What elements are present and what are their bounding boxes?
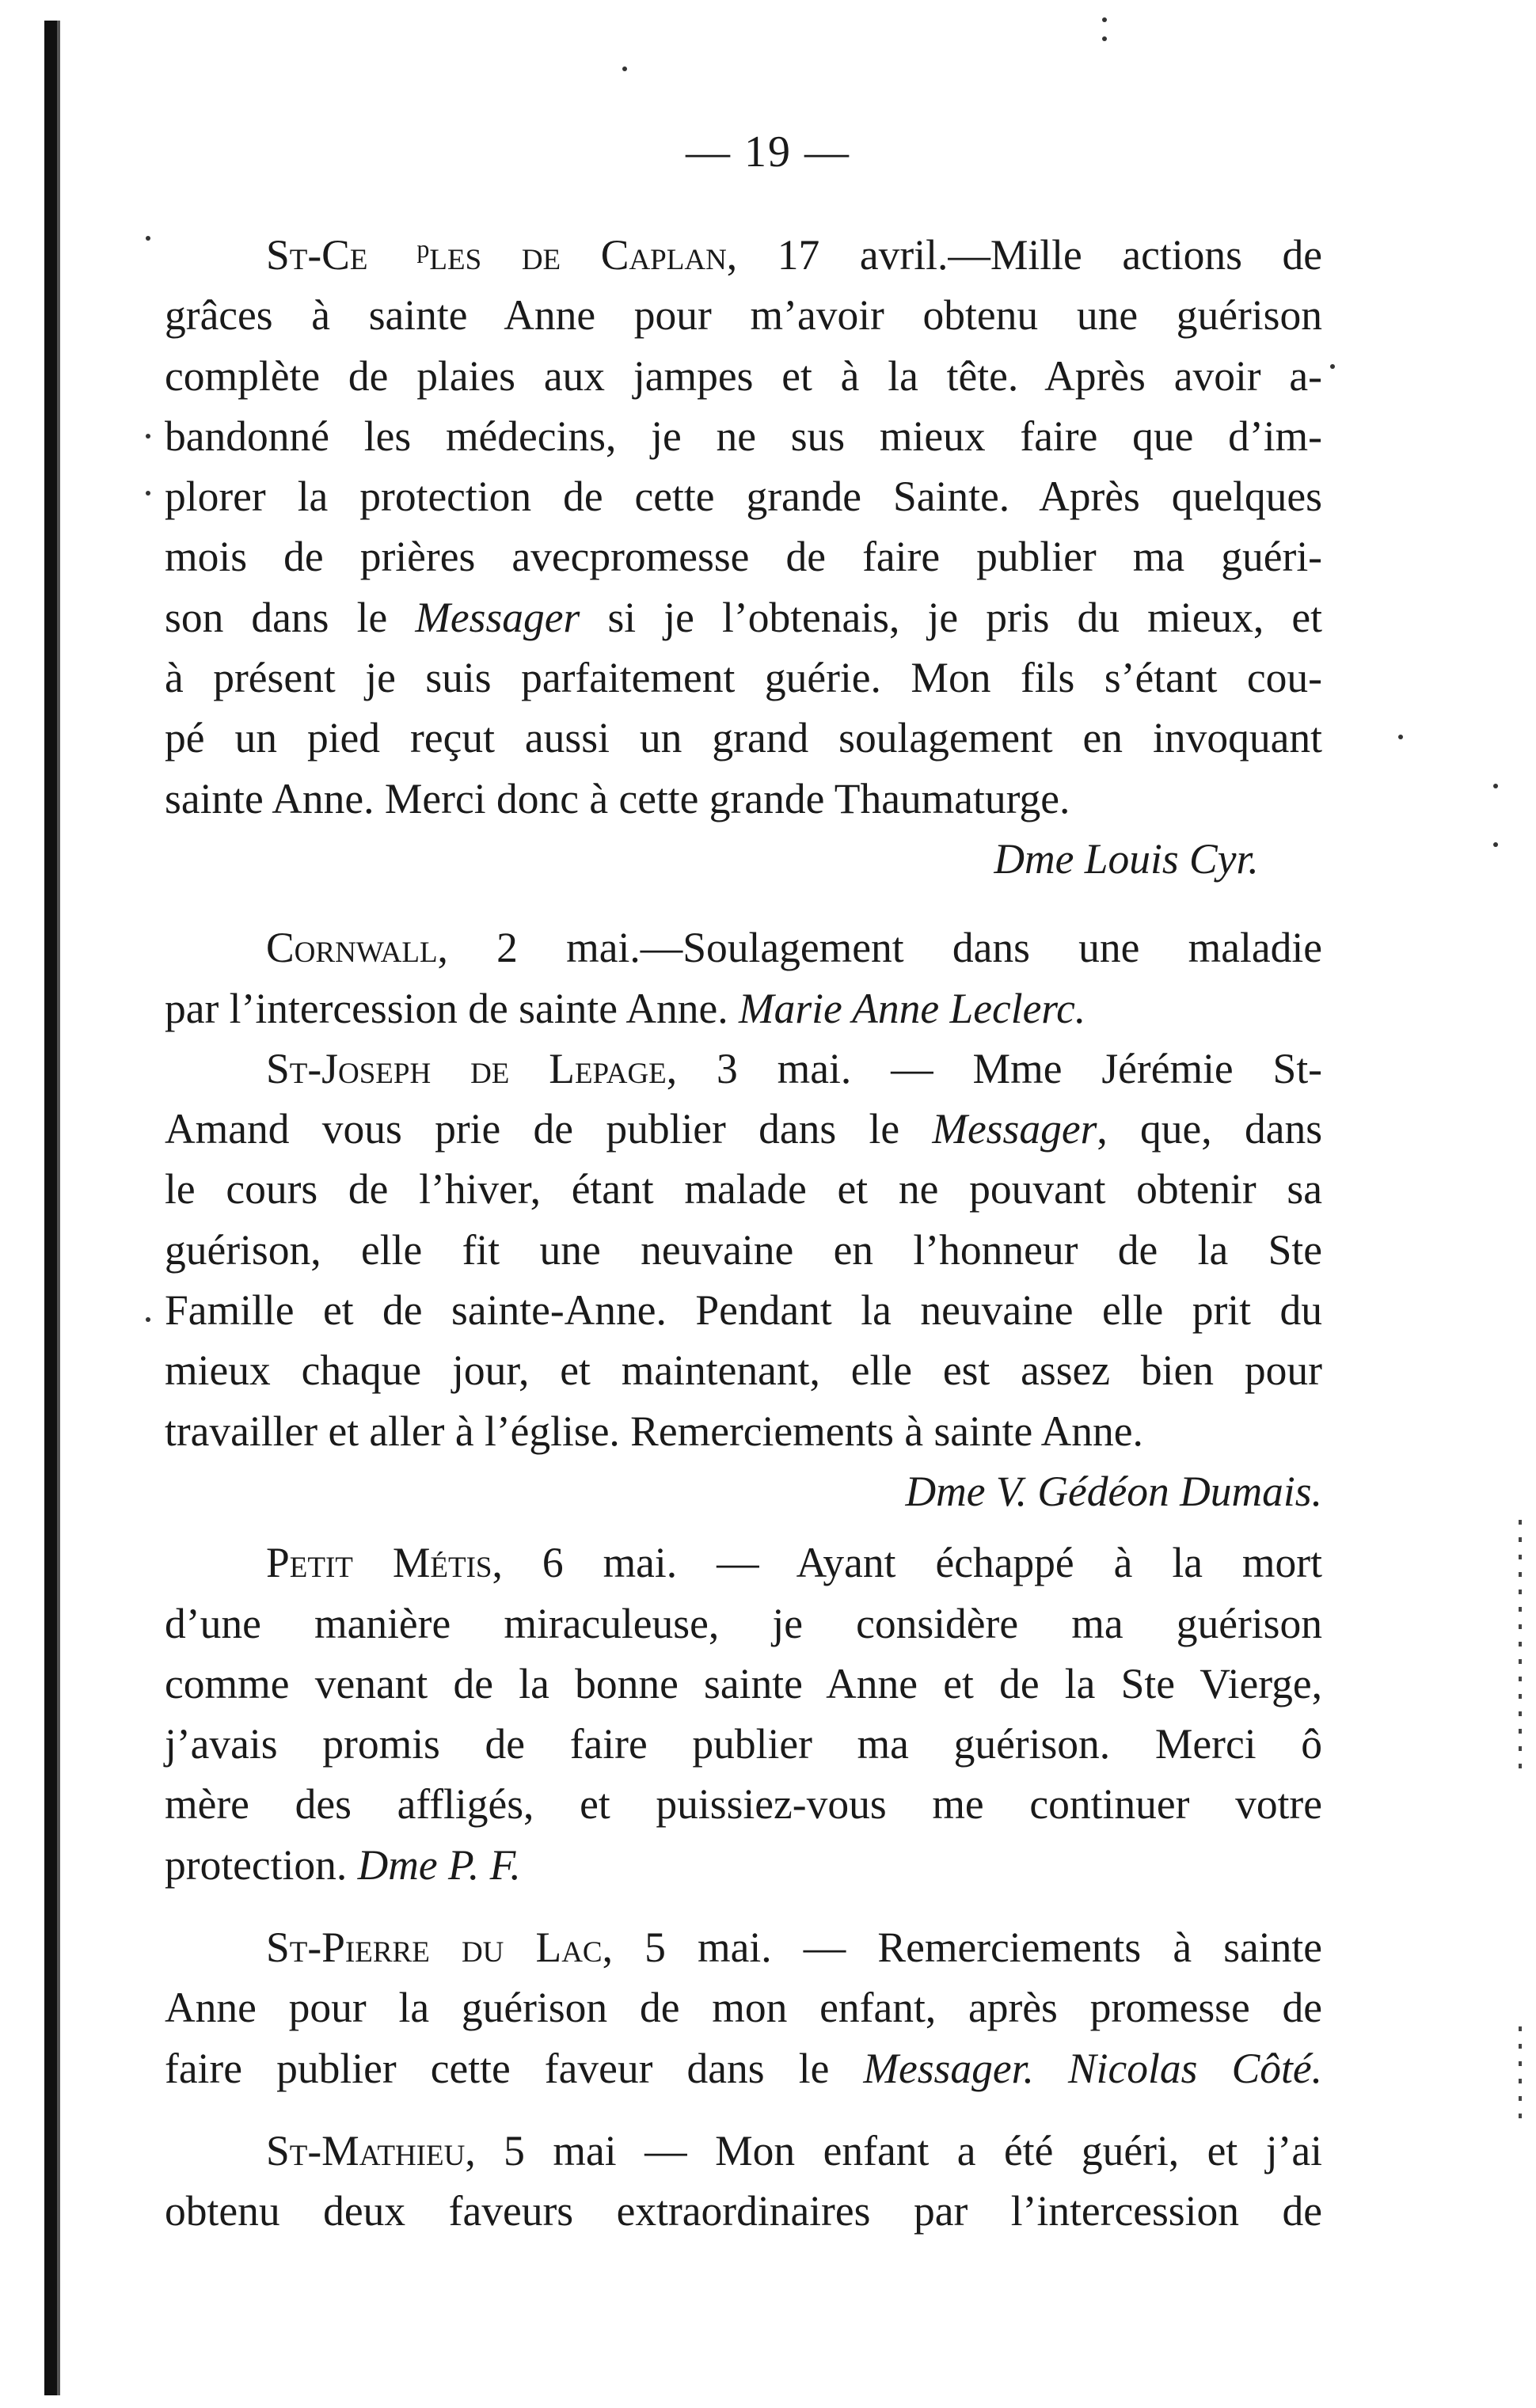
publication-title: Messager [932, 1105, 1097, 1153]
paragraph-gap [165, 1895, 1322, 1917]
ink-speck [1493, 842, 1498, 847]
place-name: St-Pierre du Lac, [266, 1924, 613, 1972]
page-number: — 19 — [686, 127, 850, 177]
publication-title: Messager. [863, 2044, 1034, 2092]
ink-speck [1493, 784, 1498, 788]
text-line: St-Ce ᵖles de Caplan, 17 avril.—Mille actions de [266, 231, 1323, 279]
ink-speck [146, 1317, 150, 1322]
text-line: St-Pierre du Lac, 5 mai. — Remerciements à sainte [266, 1924, 1323, 1972]
ink-speck [146, 491, 150, 496]
ink-speck [1330, 364, 1335, 369]
text-line: son dans le Messager si je l’obtenais, je pris du mieux, et [165, 593, 1322, 641]
text-line: pé un pied reçut aussi un grand soulagement en invoquant [165, 714, 1322, 762]
page-body [165, 225, 1322, 2242]
text-line: Anne pour la guérison de mon enfant, après promesse de [165, 1984, 1322, 2032]
text-line: complète de plaies aux jampes et à la tête. Après avoir a- [165, 351, 1322, 400]
margin-dots [1519, 1520, 1522, 1773]
text-line: obtenu deux faveurs extraordinaires par l’intercession de [165, 2187, 1322, 2235]
paragraph-gap [165, 889, 1322, 917]
ink-speck [146, 236, 150, 241]
ink-speck [1398, 735, 1403, 739]
text-line: Famille et de sainte-Anne. Pendant la neuvaine elle prit du [165, 1286, 1322, 1335]
paragraph-st-charles [165, 225, 1322, 889]
text-line: grâces à sainte Anne pour m’avoir obtenu une guérison [165, 291, 1322, 340]
signature: Dme V. Gédéon Dumais. [905, 1467, 1322, 1515]
text-line: Cornwall, 2 mai.—Soulagement dans une maladie [266, 924, 1322, 972]
text-line: comme venant de la bonne sainte Anne et de la Ste Vierge, [165, 1659, 1322, 1707]
text-line: le cours de l’hiver, étant malade et ne pouvant obtenir sa [165, 1165, 1322, 1213]
signature: Nicolas Côté. [1068, 2044, 1323, 2092]
text-line: protection. Dme P. F. [165, 1840, 521, 1889]
paragraph-st-pierre [165, 1917, 1322, 2098]
paragraph-gap [165, 1521, 1322, 1533]
text-line: bandonné les médecins, je ne sus mieux faire que d’im- [165, 412, 1322, 460]
signature: Marie Anne Leclerc. [739, 984, 1086, 1032]
text-line: travailler et aller à l’église. Remerciements à sainte Anne. [165, 1407, 1143, 1455]
text-line: Amand vous prie de publier dans le Messager, que, dans [165, 1105, 1323, 1153]
text-line: mieux chaque jour, et maintenant, elle est assez bien pour [165, 1346, 1322, 1395]
place-name: Cornwall, [266, 924, 448, 972]
text-line: mère des affligés, et puissiez-vous me continuer votre [165, 1780, 1322, 1829]
text-line: par l’intercession de sainte Anne. Marie Anne Leclerc. [165, 984, 1086, 1032]
paragraph-cornwall [165, 917, 1322, 1039]
paragraph-gap [165, 2098, 1322, 2121]
signature: Dme Louis Cyr. [994, 834, 1259, 883]
text-line: faire publier cette faveur dans le Messager. Nicolas Côté. [165, 2044, 1323, 2092]
ink-speck [1102, 36, 1107, 41]
text-line: plorer la protection de cette grande Sainte. Après quelques [165, 473, 1322, 521]
paragraph-st-mathieu [165, 2121, 1322, 2242]
text-line: Petit Métis, 6 mai. — Ayant échappé à la mort [266, 1539, 1322, 1587]
text-line: mois de prières avecpromesse de faire publier ma guéri- [165, 533, 1322, 581]
place-name: Petit Métis, [266, 1539, 503, 1587]
page-binding-shadow [57, 21, 60, 2395]
ink-speck [1102, 17, 1107, 22]
text-line: St-Mathieu, 5 mai — Mon enfant a été guéri, et j’ai [266, 2126, 1322, 2174]
paragraph-st-joseph [165, 1039, 1322, 1521]
text-line: j’avais promis de faire publier ma guérison. Merci ô [165, 1720, 1322, 1768]
place-name: St-Ce ᵖles de Caplan, [266, 231, 738, 279]
publication-title: Messager [415, 593, 580, 641]
text-line: d’une manière miraculeuse, je considère ma guérison [165, 1599, 1322, 1647]
place-name: St-Joseph de Lepage, [266, 1044, 678, 1092]
text-line: St-Joseph de Lepage, 3 mai. — Mme Jérémie St- [266, 1044, 1322, 1092]
place-name: St-Mathieu, [266, 2126, 476, 2174]
ink-speck [146, 434, 150, 439]
ink-speck [622, 66, 627, 71]
paragraph-petit-metis [165, 1533, 1322, 1895]
margin-dots [1519, 2026, 1522, 2121]
text-line: à présent je suis parfaitement guérie. Mon fils s’étant cou- [165, 654, 1322, 702]
page-binding-edge [44, 21, 57, 2395]
signature: Dme P. F. [357, 1840, 521, 1889]
text-line: guérison, elle fit une neuvaine en l’honneur de la Ste [165, 1225, 1322, 1274]
text-line: sainte Anne. Merci donc à cette grande Thaumaturge. [165, 774, 1070, 822]
